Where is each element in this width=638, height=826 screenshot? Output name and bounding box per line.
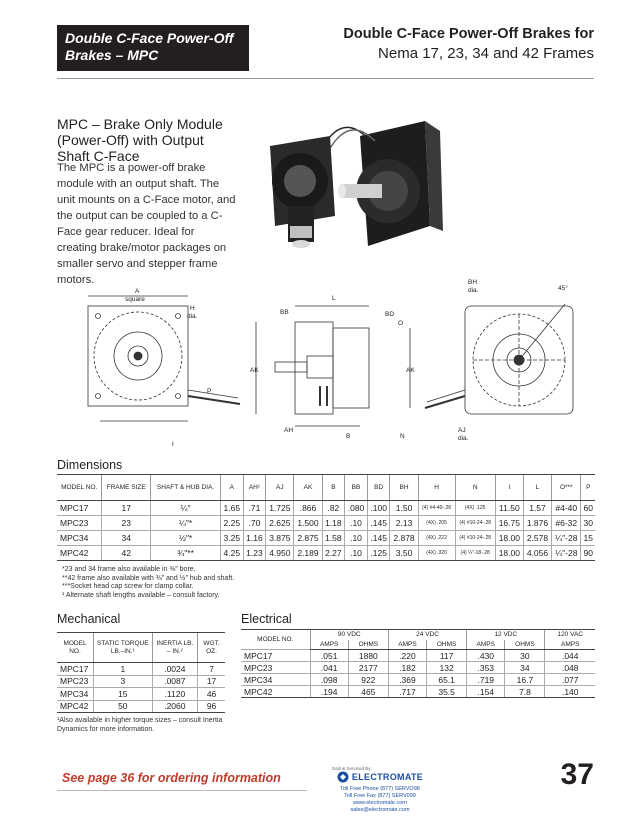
dimensions-row [57,546,595,561]
dimensions-row-cell: 4.950 [266,546,294,561]
electrical-row [241,674,595,686]
label-bh-dia: dia. [468,287,479,294]
header-right-title [343,25,594,63]
electrical-row-cell: 132 [427,662,467,674]
electrical-row-cell: .717 [388,686,426,698]
dimensions-row-cell: 1.57 [523,501,551,516]
label-bd: BD [385,311,395,318]
dimensions-row-cell: MPC42 [57,546,102,561]
electrical-row-cell: .353 [467,662,505,674]
mechanical-row-cell: .0024 [152,663,198,676]
mechanical-row-cell: 1 [94,663,153,676]
dimensions-row-cell: ½″* [151,531,221,546]
label-aj-dia: dia. [458,435,469,442]
dimensions-row-cell: 30 [581,516,595,531]
dimensions-row-cell: MPC17 [57,501,102,516]
dimensions-row-cell: 2.875 [294,531,322,546]
electrical-row-cell: .051 [310,650,348,662]
dim-header: P [581,475,595,501]
mechanical-row-cell: .2060 [152,700,198,713]
dim-header: A [220,475,243,501]
vendor-fax: Toll Free Fax (877) SERV099 [344,793,416,799]
mechanical-row [57,700,225,713]
electrical-row-cell: 16.7 [505,674,545,686]
electrical-row-cell: .430 [467,650,505,662]
dimensions-row [57,501,595,516]
dimensions-row-cell: .100 [367,501,390,516]
electrical-row [241,650,595,662]
dimensions-row [57,531,595,546]
electrical-row-cell: 1880 [348,650,388,662]
dimensions-row-cell: (4) #4-40-.28 [418,501,455,516]
dimensions-row-cell: 2.25 [220,516,243,531]
label-angle: 45° [558,285,568,292]
dimensions-row-cell: .866 [294,501,322,516]
dim-header: L [523,475,551,501]
header-box-line1: Double C-Face Power-Off [65,30,234,46]
elec-sub-header: AMPS [467,640,505,650]
dimensions-notes [62,566,234,600]
dimensions-row-cell: .10 [345,531,368,546]
electrical-row [241,686,595,698]
header-title-box [57,25,249,71]
header-divider [57,78,594,79]
dimensions-row-cell: .82 [322,501,345,516]
label-h: H [190,305,195,312]
dimensions-row-cell: (4) ¼″-18-.28 [455,546,495,561]
electrical-row-cell: MPC42 [241,686,310,698]
header-right-line2: Nema 17, 23, 34 and 42 Frames [378,45,594,62]
mechanical-header-row [57,633,225,663]
electrical-row-cell: .220 [388,650,426,662]
dimensions-header-row [57,475,595,501]
mech-header: INERTIA LB. – IN.² [152,633,198,663]
electrical-row-cell: MPC23 [241,662,310,674]
dimensions-row-cell: (4) #10-24-.28 [455,531,495,546]
dimensions-row-cell: 23 [102,516,151,531]
dimensions-row-cell: ¼″* [151,516,221,531]
dim-header: B [322,475,345,501]
dimensions-row-cell: 1.876 [523,516,551,531]
elec-sub-header: OHMS [427,640,467,650]
label-o: O [398,320,404,327]
dimensions-row-cell: 2.13 [390,516,418,531]
label-square: square [125,296,145,303]
dimensions-row-cell: 2.578 [523,531,551,546]
dimensions-row-cell: ¼″-28 [552,546,581,561]
dimensions-row-cell: 3.50 [390,546,418,561]
label-p: P [207,388,212,395]
dimensions-row-cell: 1.23 [243,546,266,561]
dimensions-row-cell: 2.625 [266,516,294,531]
vendor-phone: Toll Free Phone (877) SERVO98 [340,786,420,792]
dim-header: AH¹ [243,475,266,501]
side-view [256,306,410,426]
label-h-dia: dia. [187,313,198,320]
label-aj: AJ [458,427,466,434]
vendor-contact [330,786,430,814]
label-n: N [400,433,405,440]
dimensions-row-cell: 1.50 [390,501,418,516]
dimensions-row-cell: MPC23 [57,516,102,531]
electrical-row-cell: 30 [505,650,545,662]
electrical-row-cell: .077 [545,674,595,686]
dimensions-row-cell: 1.500 [294,516,322,531]
label-i: I [172,441,174,448]
ordering-info-link[interactable]: See page 36 for ordering information [62,771,281,785]
mechanical-row-cell: 7 [198,663,225,676]
mechanical-row-cell: MPC23 [57,675,94,688]
electrical-row-cell: 922 [348,674,388,686]
mech-header: MODEL NO. [57,633,94,663]
mechanical-row-cell: 46 [198,688,225,701]
dimension-drawing [80,276,600,456]
dim-note: **42 frame also available with ⅜″ and ½″ hub and shaft. [62,574,235,582]
dimensions-row-cell: 90 [581,546,595,561]
mech-header: STATIC TORQUE LB.–IN.¹ [94,633,153,663]
dimensions-row-cell: 2.189 [294,546,322,561]
dimensions-row-cell: (4X) .125 [455,501,495,516]
mechanical-row-cell: .1120 [152,688,198,701]
dim-header: I [495,475,523,501]
dimensions-row-cell: 4.25 [220,546,243,561]
rear-view [425,304,573,414]
dimensions-row-cell: 4.056 [523,546,551,561]
dimensions-title: Dimensions [57,458,123,472]
electrical-row-cell: .154 [467,686,505,698]
dimensions-row-cell: 1.16 [243,531,266,546]
elec-sub-header: AMPS [545,640,595,650]
dimensions-row-cell: .10 [345,516,368,531]
elec-sub-header: AMPS [388,640,426,650]
dimensions-row-cell: ¾″** [151,546,221,561]
dim-note: ¹ Alternate shaft lengths available – consult factory. [62,591,220,599]
electrical-row-cell: MPC17 [241,650,310,662]
mechanical-note: ¹Also available in higher torque sizes – consult Inertia Dynamics for more information. [57,717,223,733]
footer-divider [57,790,307,791]
label-l: L [332,295,336,302]
dimensions-row-cell: (4) #10-24-.28 [455,516,495,531]
elec-sub-header: OHMS [348,640,388,650]
dim-header: BB [345,475,368,501]
mechanical-row-cell: MPC42 [57,700,94,713]
header-right-line1: Double C-Face Power-Off Brakes for [343,26,594,42]
dimensions-row-cell: 2.878 [390,531,418,546]
intro-heading: MPC – Brake Only Module (Power-Off) with Output Shaft C-Face [57,116,223,164]
vendor-block [330,766,430,814]
dimensions-row-cell: .080 [345,501,368,516]
page-number: 37 [560,758,594,791]
dimensions-row-cell: #6-32 [552,516,581,531]
electrical-row-cell: .369 [388,674,426,686]
elec-group-header: 120 VAC [545,630,595,640]
dimensions-row-cell: 2.27 [322,546,345,561]
dimensions-row-cell: .145 [367,516,390,531]
elec-group-header: 24 VDC [388,630,466,640]
mechanical-row-cell: 15 [94,688,153,701]
mechanical-row-cell: 17 [198,675,225,688]
intro-body: The MPC is a power-off brake module with an output shaft. The unit mounts on a C-Face motor, and the output can be coupled to a C-Face gear reducer. Ideal for creating brake/motor packages on smaller servo and stepper frame motors. [57,162,236,286]
vendor-email[interactable]: sales@electromate.com [350,807,410,813]
dimensions-row-cell: .145 [367,531,390,546]
electrical-row-cell: .048 [545,662,595,674]
dimensions-row [57,516,595,531]
dim-header: H [418,475,455,501]
dimensions-row-cell: 17 [102,501,151,516]
dim-header: SHAFT & HUB DIA. [151,475,221,501]
electrical-row-cell: .182 [388,662,426,674]
dimensions-row-cell: 3.25 [220,531,243,546]
product-photo [250,86,450,266]
electrical-group-header-row [241,630,595,640]
dim-header: O*** [552,475,581,501]
elec-group-header: 90 VDC [310,630,388,640]
dim-header: AK [294,475,322,501]
electromate-logo-icon [337,771,349,783]
label-ak-left: AK [250,367,259,374]
electrical-row-cell: .194 [310,686,348,698]
dim-header: AJ [266,475,294,501]
electrical-row-cell: .719 [467,674,505,686]
mech-header: WGT. OZ. [198,633,225,663]
mechanical-row [57,663,225,676]
dimensions-row-cell: 1.65 [220,501,243,516]
dimensions-row-cell: 18.00 [495,531,523,546]
dimensions-row-cell: 34 [102,531,151,546]
mechanical-row [57,688,225,701]
dim-header: N [455,475,495,501]
dimensions-row-cell: 1.58 [322,531,345,546]
dim-note: ***Socket head cap screw for clamp collar. [62,583,194,590]
dim-note: *23 and 34 frame also available in ⅜″ bore. [62,566,196,573]
electrical-row-cell: 2177 [348,662,388,674]
label-bb: BB [280,309,289,316]
electrical-row-cell: 7.8 [505,686,545,698]
label-a: A [135,288,140,295]
dimensions-row-cell: ¼″-28 [552,531,581,546]
dimensions-row-cell: 16.75 [495,516,523,531]
electrical-row-cell: .044 [545,650,595,662]
electrical-row-cell: MPC34 [241,674,310,686]
dim-header: BD [367,475,390,501]
mechanical-row-cell: 3 [94,675,153,688]
electrical-row-cell: 117 [427,650,467,662]
label-ak-right: AK [406,367,415,374]
dimensions-row-cell: #4-40 [552,501,581,516]
dimensions-row-cell: (4X) .222 [418,531,455,546]
elec-header-model: MODEL NO. [241,630,310,650]
dimensions-row-cell: 1.18 [322,516,345,531]
electrical-row-cell: .041 [310,662,348,674]
label-b: B [346,433,351,440]
dimensions-row-cell: .71 [243,501,266,516]
label-ah: AH [284,427,294,434]
mechanical-row-cell: 96 [198,700,225,713]
dim-header: FRAME SIZE [102,475,151,501]
dimensions-row-cell: .70 [243,516,266,531]
mechanical-row [57,675,225,688]
electrical-row-cell: .098 [310,674,348,686]
mechanical-table [57,632,225,713]
vendor-name: ELECTROMATE [351,772,424,782]
dimensions-row-cell: 42 [102,546,151,561]
dimensions-row-cell: ¼″ [151,501,221,516]
dimensions-row-cell: 3.875 [266,531,294,546]
mechanical-row-cell: 50 [94,700,153,713]
dim-header: BH [390,475,418,501]
mechanical-row-cell: MPC34 [57,688,94,701]
electrical-title: Electrical [241,612,292,626]
electrical-table [241,629,595,698]
dimensions-row-cell: 15 [581,531,595,546]
vendor-brand [330,771,430,783]
mechanical-title: Mechanical [57,612,121,626]
vendor-sold-by: Sold & Serviced By: [332,766,372,771]
dim-header: MODEL NO. [57,475,102,501]
dimensions-row-cell: (4X) .205 [418,516,455,531]
electrical-row-cell: 65.1 [427,674,467,686]
dimensions-row-cell: MPC34 [57,531,102,546]
elec-sub-header: OHMS [505,640,545,650]
dimensions-row-cell: 1.725 [266,501,294,516]
elec-group-header: 12 VDC [467,630,545,640]
vendor-web[interactable]: www.electromate.com [353,800,407,806]
dimensions-row-cell: 11.50 [495,501,523,516]
dimensions-row-cell: .125 [367,546,390,561]
dimensions-table [57,474,595,561]
header-box-line2: Brakes – MPC [65,47,159,63]
dimensions-row-cell: 18.00 [495,546,523,561]
mechanical-row-cell: .0087 [152,675,198,688]
electrical-row-cell: .140 [545,686,595,698]
dimensions-row-cell: (4X) .320 [418,546,455,561]
dimensions-row-cell: 60 [581,501,595,516]
electrical-row-cell: 465 [348,686,388,698]
electrical-row-cell: 34 [505,662,545,674]
dimensions-row-cell: .10 [345,546,368,561]
electrical-row-cell: 35.5 [427,686,467,698]
label-bh: BH [468,279,478,286]
elec-sub-header: AMPS [310,640,348,650]
electrical-row [241,662,595,674]
front-view [88,296,240,421]
mechanical-row-cell: MPC17 [57,663,94,676]
